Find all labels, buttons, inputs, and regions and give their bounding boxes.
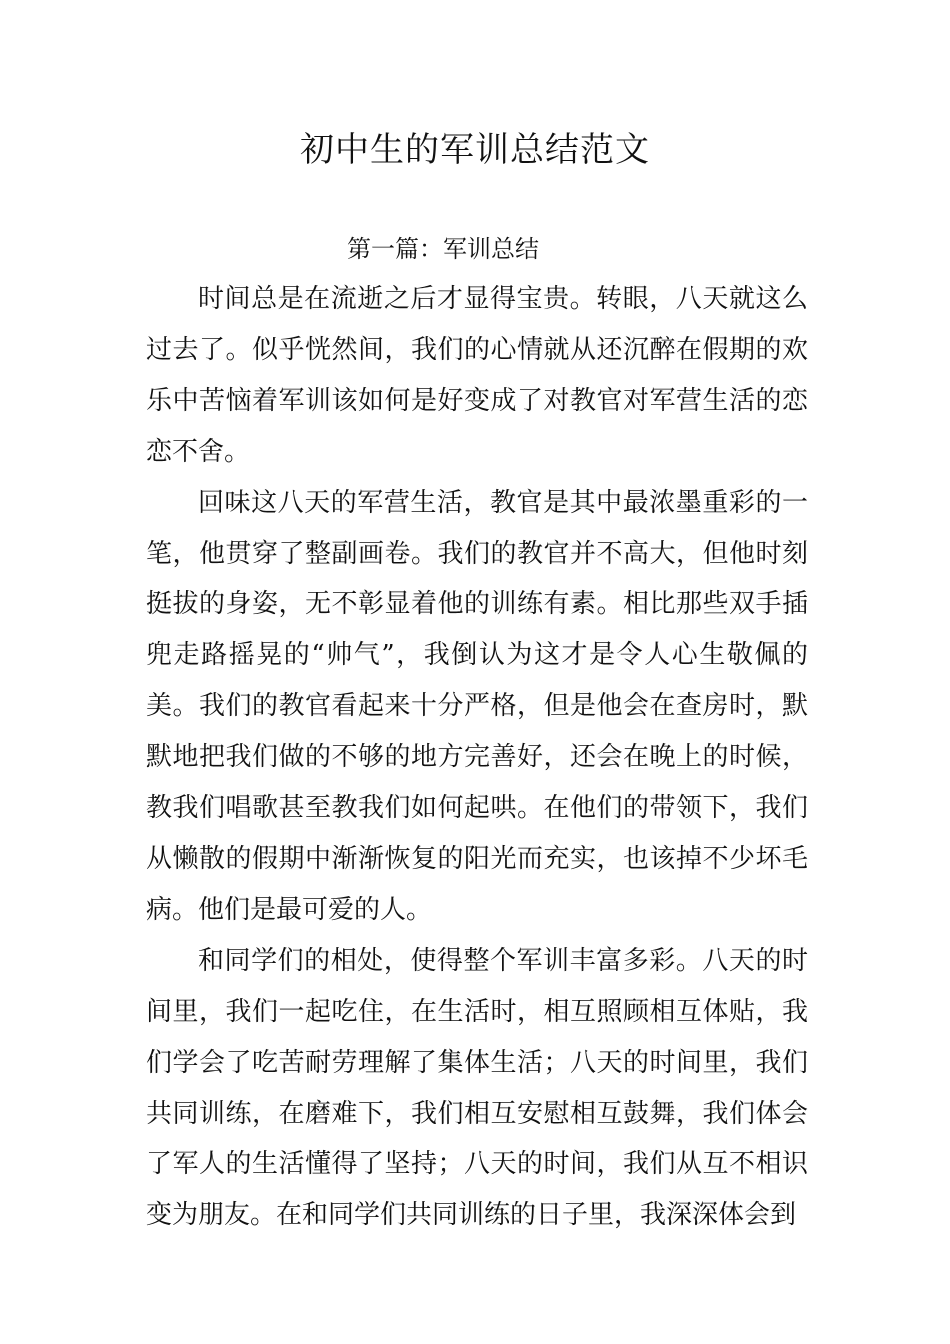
- paragraph: 时间总是在流逝之后才显得宝贵。转眼，八天就这么过去了。似乎恍然间，我们的心情就从还沉醉在假期的欢乐中苦恼着军训该如何是好变成了对教官对军营生活的恋恋不舍。: [146, 284, 808, 467]
- document-body: [146, 274, 808, 1241]
- section-heading: 第一篇：军训总结: [347, 235, 539, 263]
- document-title: 初中生的军训总结范文: [300, 130, 650, 170]
- paragraph: 回味这八天的军营生活，教官是其中最浓墨重彩的一笔，他贯穿了整副画卷。我们的教官并不高大，但他时刻挺拔的身姿，无不彰显着他的训练有素。相比那些双手插兜走路摇晃的“帅气”，我倒认为这才是令人心生敬佩的美。我们的教官看起来十分严格，但是他会在查房时，默默地把我们做的不够的地方完善好，还会在晚上的时候，教我们唱歌甚至教我们如何起哄。在他们的带领下，我们从懒散的假期中渐渐恢复的阳光而充实，也该掉不少坏毛病。他们是最可爱的人。: [146, 487, 808, 925]
- paragraph: 和同学们的相处，使得整个军训丰富多彩。八天的时间里，我们一起吃住，在生活时，相互照顾相互体贴，我们学会了吃苦耐劳理解了集体生活；八天的时间里，我们共同训练，在磨难下，我们相互安慰相互鼓舞，我们体会了军人的生活懂得了坚持；八天的时间，我们从互不相识变为朋友。在和同学们共同训练的日子里，我深深体会到: [146, 945, 808, 1231]
